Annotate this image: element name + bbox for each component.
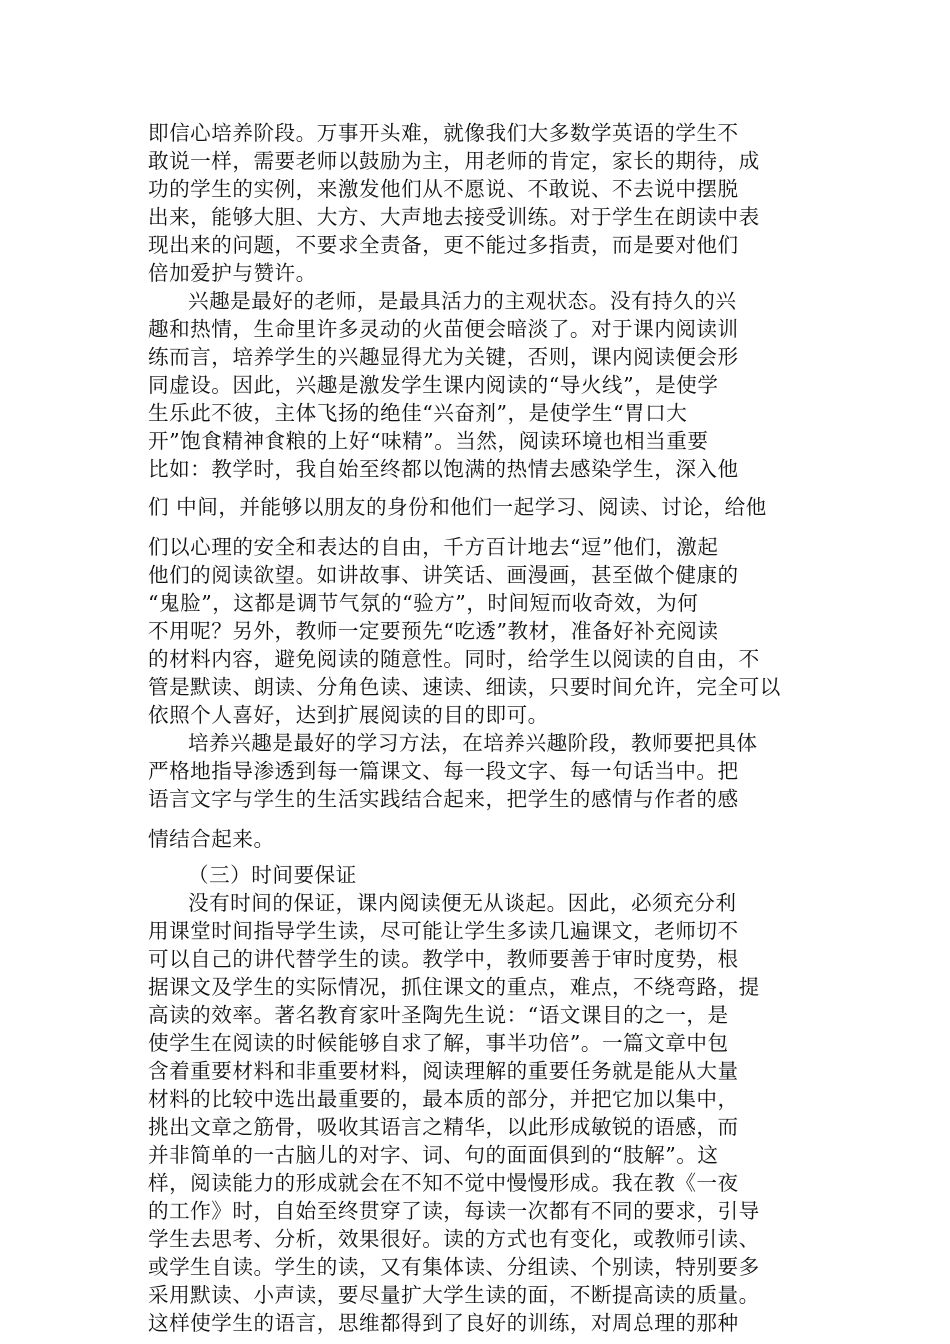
text-line: 情结合起来。	[148, 827, 275, 851]
text-line: 依照个人喜好，达到扩展阅读的目的即可。	[148, 703, 549, 727]
text-line: 语言文字与学生的生活实践结合起来，把学生的感情与作者的感	[148, 787, 739, 811]
text-line: 高读的效率。著名教育家叶圣陶先生说：“语文课目的之一，是	[148, 1003, 729, 1027]
text-line: 含着重要材料和非重要材料，阅读理解的重要任务就是能从大量	[148, 1059, 739, 1083]
text-line: 的工作》时，自始至终贯穿了读，每读一次都有不同的要求，引导	[148, 1199, 760, 1223]
text-line: 敢说一样，需要老师以鼓励为主，用老师的肯定，家长的期待，成	[148, 149, 760, 173]
text-line: 培养兴趣是最好的学习方法，在培养兴趣阶段，教师要把具体	[188, 731, 758, 755]
text-line: 采用默读、小声读，要尽量扩大学生读的面，不断提高读的质量。	[148, 1283, 760, 1307]
text-line: 据课文及学生的实际情况，抓住课文的重点，难点，不绕弯路，提	[148, 975, 760, 999]
text-line: 并非简单的一古脑儿的对字、词、句的面面俱到的“肢解”。这	[148, 1143, 719, 1167]
text-line: 现出来的问题，不要求全责备，更不能过多指责，而是要对他们	[148, 233, 739, 257]
text-line: 严格地指导渗透到每一篇课文、每一段文字、每一句话当中。把	[148, 759, 739, 783]
text-line: 或学生自读。学生的读，又有集体读、分组读、个别读，特别要多	[148, 1255, 760, 1279]
text-line: 练而言，培养学生的兴趣显得尤为关键，否则，课内阅读便会形	[148, 345, 739, 369]
text-line: 开”饱食精神食粮的上好“味精”。当然，阅读环境也相当重要	[148, 429, 709, 453]
text-line: 材料的比较中选出最重要的，最本质的部分，并把它加以集中，	[148, 1087, 739, 1111]
text-line: 功的学生的实例，来激发他们从不愿说、不敢说、不去说中摆脱	[148, 177, 739, 201]
text-line: 同虚设。因此，兴趣是激发学生课内阅读的“导火线”，是使学	[148, 373, 719, 397]
text-line: 用课堂时间指导学生读，尽可能让学生多读几遍课文，老师切不	[148, 919, 739, 943]
text-line: 们 中间，并能够以朋友的身份和他们一起学习、阅读、讨论，给他	[148, 495, 767, 519]
text-line: 即信心培养阶段。万事开头难，就像我们大多数学英语的学生不	[148, 121, 739, 145]
text-line: 倍加爱护与赞许。	[148, 261, 317, 285]
text-line: 没有时间的保证，课内阅读便无从谈起。因此，必须充分利	[188, 891, 737, 915]
text-line: 比如：教学时，我自始至终都以饱满的热情去感染学生，深入他	[148, 457, 739, 481]
text-line: 出来，能够大胆、大方、大声地去接受训练。对于学生在朗读中表	[148, 205, 760, 229]
text-line: 趣和热情，生命里许多灵动的火苗便会暗淡了。对于课内阅读训	[148, 317, 739, 341]
text-line: 不用呢？另外，教师一定要预先“吃透”教材，准备好补充阅读	[148, 619, 719, 643]
text-line: 可以自己的讲代替学生的读。教学中，教师要善于审时度势，根	[148, 947, 739, 971]
section-heading: （三）时间要保证	[188, 863, 357, 887]
text-line: 的材料内容，避免阅读的随意性。同时，给学生以阅读的自由，不	[148, 647, 760, 671]
text-line: 兴趣是最好的老师，是最具活力的主观状态。没有持久的兴	[188, 289, 737, 313]
text-line: 生乐此不彼，主体飞扬的绝佳“兴奋剂”，是使学生“胃口大	[148, 401, 688, 425]
text-line: 学生去思考、分析，效果很好。读的方式也有变化，或教师引读、	[148, 1227, 760, 1251]
text-line: 使学生在阅读的时候能够自求了解，事半功倍”。一篇文章中包	[148, 1031, 729, 1055]
text-line: “鬼脸”，这都是调节气氛的“验方”，时间短而收奇效，为何	[148, 591, 699, 615]
text-line: 们以心理的安全和表达的自由，千方百计地去“逗”他们，激起	[148, 535, 719, 559]
text-line: 挑出文章之筋骨，吸收其语言之精华，以此形成敏锐的语感，而	[148, 1115, 739, 1139]
text-line: 管是默读、朗读、分角色读、速读、细读，只要时间允许，完全可以	[148, 675, 781, 699]
text-line: 他们的阅读欲望。如讲故事、讲笑话、画漫画，甚至做个健康的	[148, 563, 739, 587]
text-line: 这样使学生的语言，思维都得到了良好的训练，对周总理的那种	[148, 1311, 739, 1335]
text-line: 样，阅读能力的形成就会在不知不觉中慢慢形成。我在教《一夜	[148, 1171, 739, 1195]
